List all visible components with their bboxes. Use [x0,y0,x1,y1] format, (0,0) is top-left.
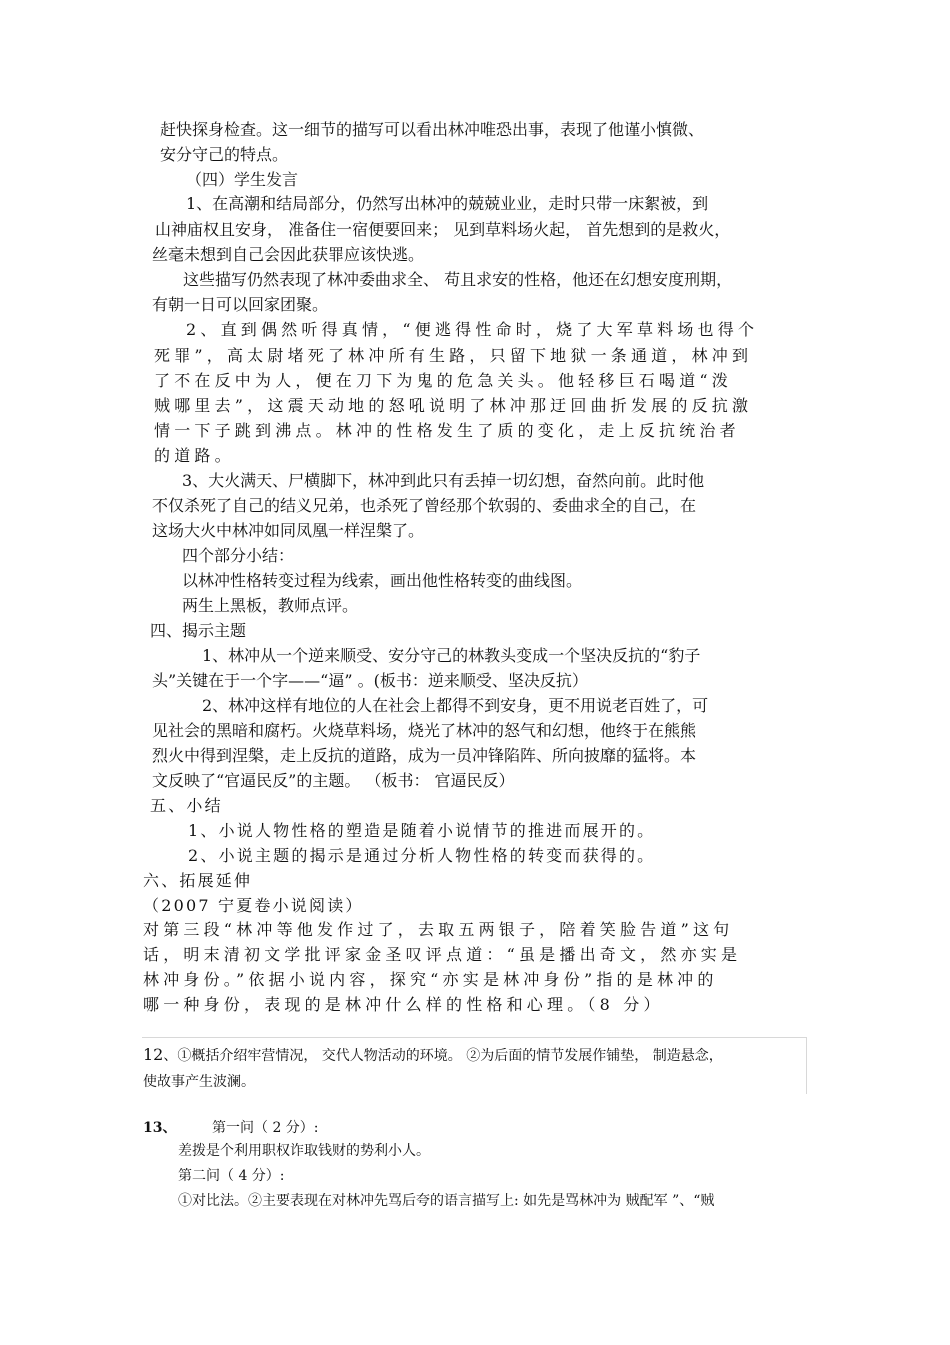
text-line: 赶快探身检查。这一细节的描写可以看出林冲唯恐出事，表现了他谨小慎微、 [160,120,705,139]
text-line: 林冲身份。”依据小说内容，探究“亦实是林冲身份”指的是林冲的 [143,970,718,989]
text-line: 这场大火中林冲如同凤凰一样涅槃了。 [152,521,425,540]
text-line: 对第三段“林冲等他发作过了，去取五两银子，陪着笑脸告道”这句 [143,920,734,939]
section-heading: 六、拓展延伸 [143,871,253,890]
text-line: 以林冲性格转变过程为线索，画出他性格转变的曲线图。 [182,571,583,590]
answer-13-q2: 第二问（ 4 分）: [178,1168,285,1184]
text-line: 话，明末清初文学批评家金圣叹评点道：“虽是播出奇文，然亦实是 [143,945,742,964]
text-line: 丝毫未想到自己会因此获罪应该快逃。 [152,245,425,264]
text-line: 烈火中得到涅槃，走上反抗的道路，成为一员冲锋陷阵、所向披靡的猛将。本 [152,746,697,765]
answer-12-line [143,1045,723,1066]
text-line: 1、林冲从一个逆来顺受、安分守己的林教头变成一个坚决反抗的“豹子 [202,646,701,665]
text-line: 3、大火满天、尸横脚下，林冲到此只有丢掉一切幻想，奋然向前。此时他 [182,471,705,490]
text-line: 2、林冲这样有地位的人在社会上都得不到安身，更不用说老百姓了，可 [202,696,709,715]
answer-12-line: 使故事产生波澜。 [143,1074,255,1090]
answer-number: 12 [143,1045,164,1064]
answer-13-q1: 第一问（ 2 分）: [212,1120,319,1136]
answer-text: 、①概括介绍牢营情况， 交代人物活动的环境。 ②为后面的情节发展作铺垫， 制造悬念， [163,1048,723,1064]
answer-13-text: 差拨是个利用职权诈取钱财的势利小人。 [178,1143,430,1159]
text-line: 2、直到偶然听得真情，“便逃得性命时，烧了大军草料场也得个 [186,320,759,339]
text-line: 哪一种身份，表现的是林冲什么样的性格和心理。（8 分） [143,995,664,1014]
text-line: 文反映了“官逼民反”的主题。 （板书： 官逼民反） [152,771,515,790]
text-line: 这些描写仍然表现了林冲委曲求全、 苟且求安的性格，他还在幻想安度刑期， [183,270,733,289]
text-line: 死罪”，高太尉堵死了林冲所有生路，只留下地狱一条通道，林冲到 [154,346,753,365]
answer-number: 13、 [143,1120,177,1136]
text-line: 情一下子跳到沸点。林冲的性格发生了质的变化，走上反抗统治者 [154,421,740,440]
text-line: 有朝一日可以回家团聚。 [152,295,329,314]
text-line: 贼哪里去”，这震天动地的怒吼说明了林冲那迂回曲折发展的反抗激 [154,396,753,415]
text-line: 1、在高潮和结局部分，仍然写出林冲的兢兢业业，走时只带一床絮被，到 [186,194,709,213]
answer-13-text: ①对比法。②主要表现在对林冲先骂后夸的语言描写上: 如先是骂林冲为 贼配军 ”、“贼 [178,1193,715,1209]
section-heading: 四、揭示主题 [150,621,247,640]
text-line: 见社会的黑暗和腐朽。火烧草料场，烧光了林冲的怒气和幻想，他终于在熊熊 [152,721,697,740]
text-line: 四个部分小结： [182,546,295,565]
text-line: 头”关键在于一个字——“逼” 。(板书：逆来顺受、坚决反抗） [152,671,588,690]
text-line: 山神庙权且安身， 准备住一宿便要回来； 见到草料场火起， 首先想到的是救火， [155,220,731,239]
text-line: 的道路。 [154,446,235,465]
text-line: 安分守己的特点。 [160,145,289,164]
text-line: 不仅杀死了自己的结义兄弟，也杀死了曾经那个软弱的、委曲求全的自己，在 [152,496,697,515]
text-line: 了不在反中为人，便在刀下为鬼的危急关头。他轻移巨石喝道“泼 [154,371,732,390]
section-heading: （四）学生发言 [186,170,299,189]
text-line: （2007 宁夏卷小说阅读） [143,896,364,915]
section-heading: 五、小结 [150,796,223,815]
text-line: 2、小说主题的揭示是通过分析人物性格的转变而获得的。 [188,846,656,865]
text-line: 两生上黑板，教师点评。 [182,596,359,615]
text-line: 1、小说人物性格的塑造是随着小说情节的推进而展开的。 [188,821,656,840]
